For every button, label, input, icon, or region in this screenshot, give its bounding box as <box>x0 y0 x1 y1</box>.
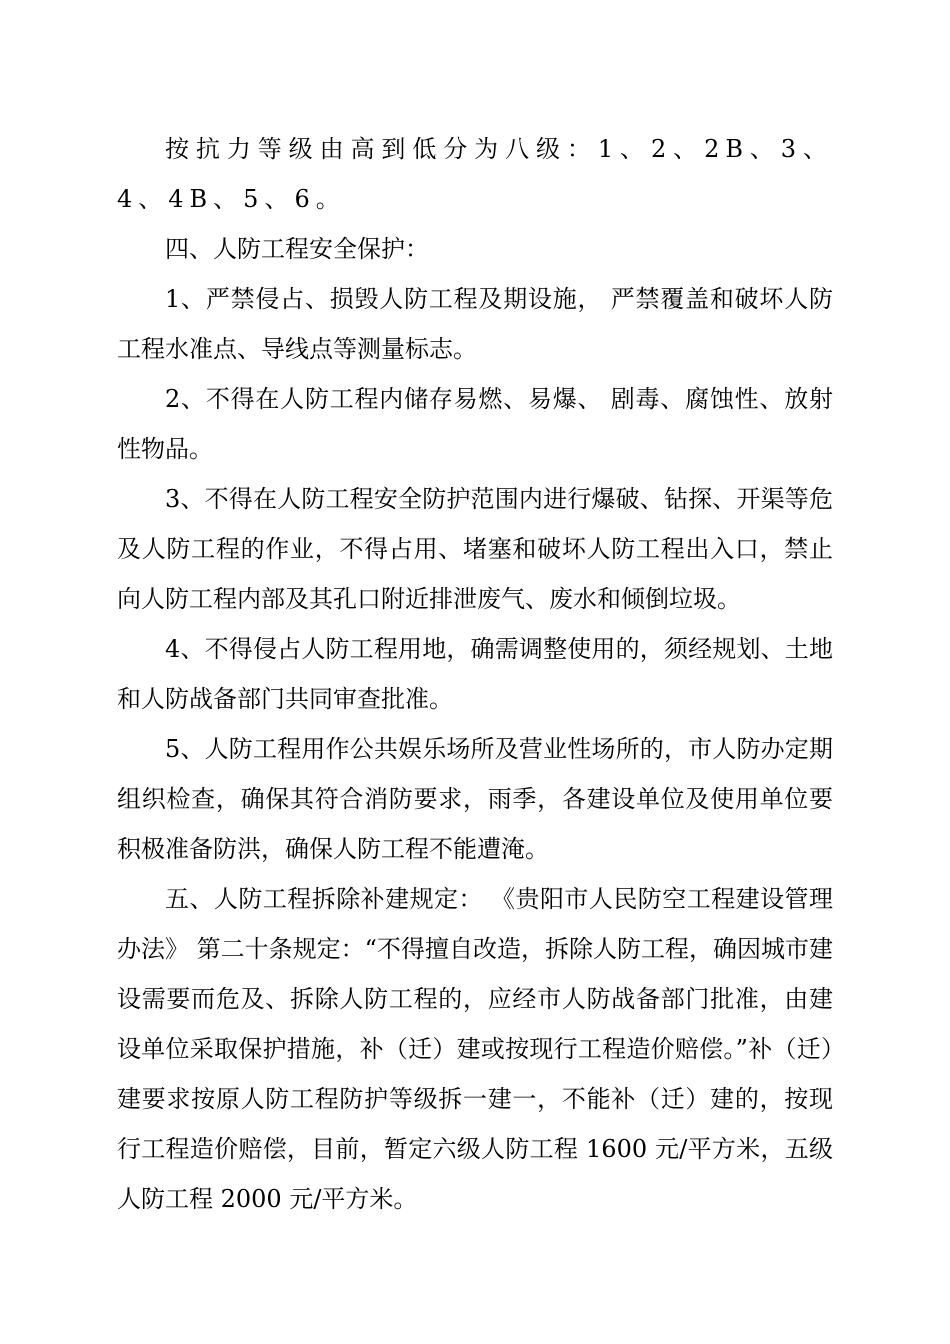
paragraph-demolition-rebuild: 五、人防工程拆除补建规定： 《贵阳市人民防空工程建设管理办法》 第二十条规定：“不得擅自改造，拆除人防工程，确因城市建设需要而危及、拆除人防工程的，应经市人防战备部门批准，由建设单位采取保护措施，补（迁）建或按现行工程造价赔偿。”补（迁）建要求按原人防工程防护等级拆一建一，不能补（迁）建的，按现行工程造价赔偿，目前，暂定六级人防工程 1600 元/平方米，五级人防工程 2000 元/平方米。 <box>117 885 833 1213</box>
paragraph-rule-1: 1、严禁侵占、损毁人防工程及期设施， 严禁覆盖和破坏人防工程水准点、导线点等测量标志。 <box>117 285 833 363</box>
section-heading-safety-protection: 四、人防工程安全保护： <box>165 235 429 263</box>
paragraph-rule-4: 4、不得侵占人防工程用地，确需调整使用的，须经规划、土地和人防战备部门共同审查批准。 <box>117 635 833 713</box>
document-body <box>117 124 833 1224</box>
paragraph-rule-3: 3、不得在人防工程安全防护范围内进行爆破、钻探、开渠等危及人防工程的作业，不得占用、堵塞和破坏人防工程出入口，禁止向人防工程内部及其孔口附近排泄废气、废水和倾倒垃圾。 <box>117 485 833 613</box>
paragraph-rule-2: 2、不得在人防工程内储存易燃、易爆、 剧毒、腐蚀性、放射性物品。 <box>117 385 833 463</box>
paragraph-protection-levels: 按抗力等级由高到低分为八级：1、2、2B、3、4、4B、5、6。 <box>117 135 833 213</box>
paragraph-rule-5: 5、人防工程用作公共娱乐场所及营业性场所的，市人防办定期组织检查，确保其符合消防要求，雨季，各建设单位及使用单位要积极准备防洪，确保人防工程不能遭淹。 <box>117 735 833 863</box>
